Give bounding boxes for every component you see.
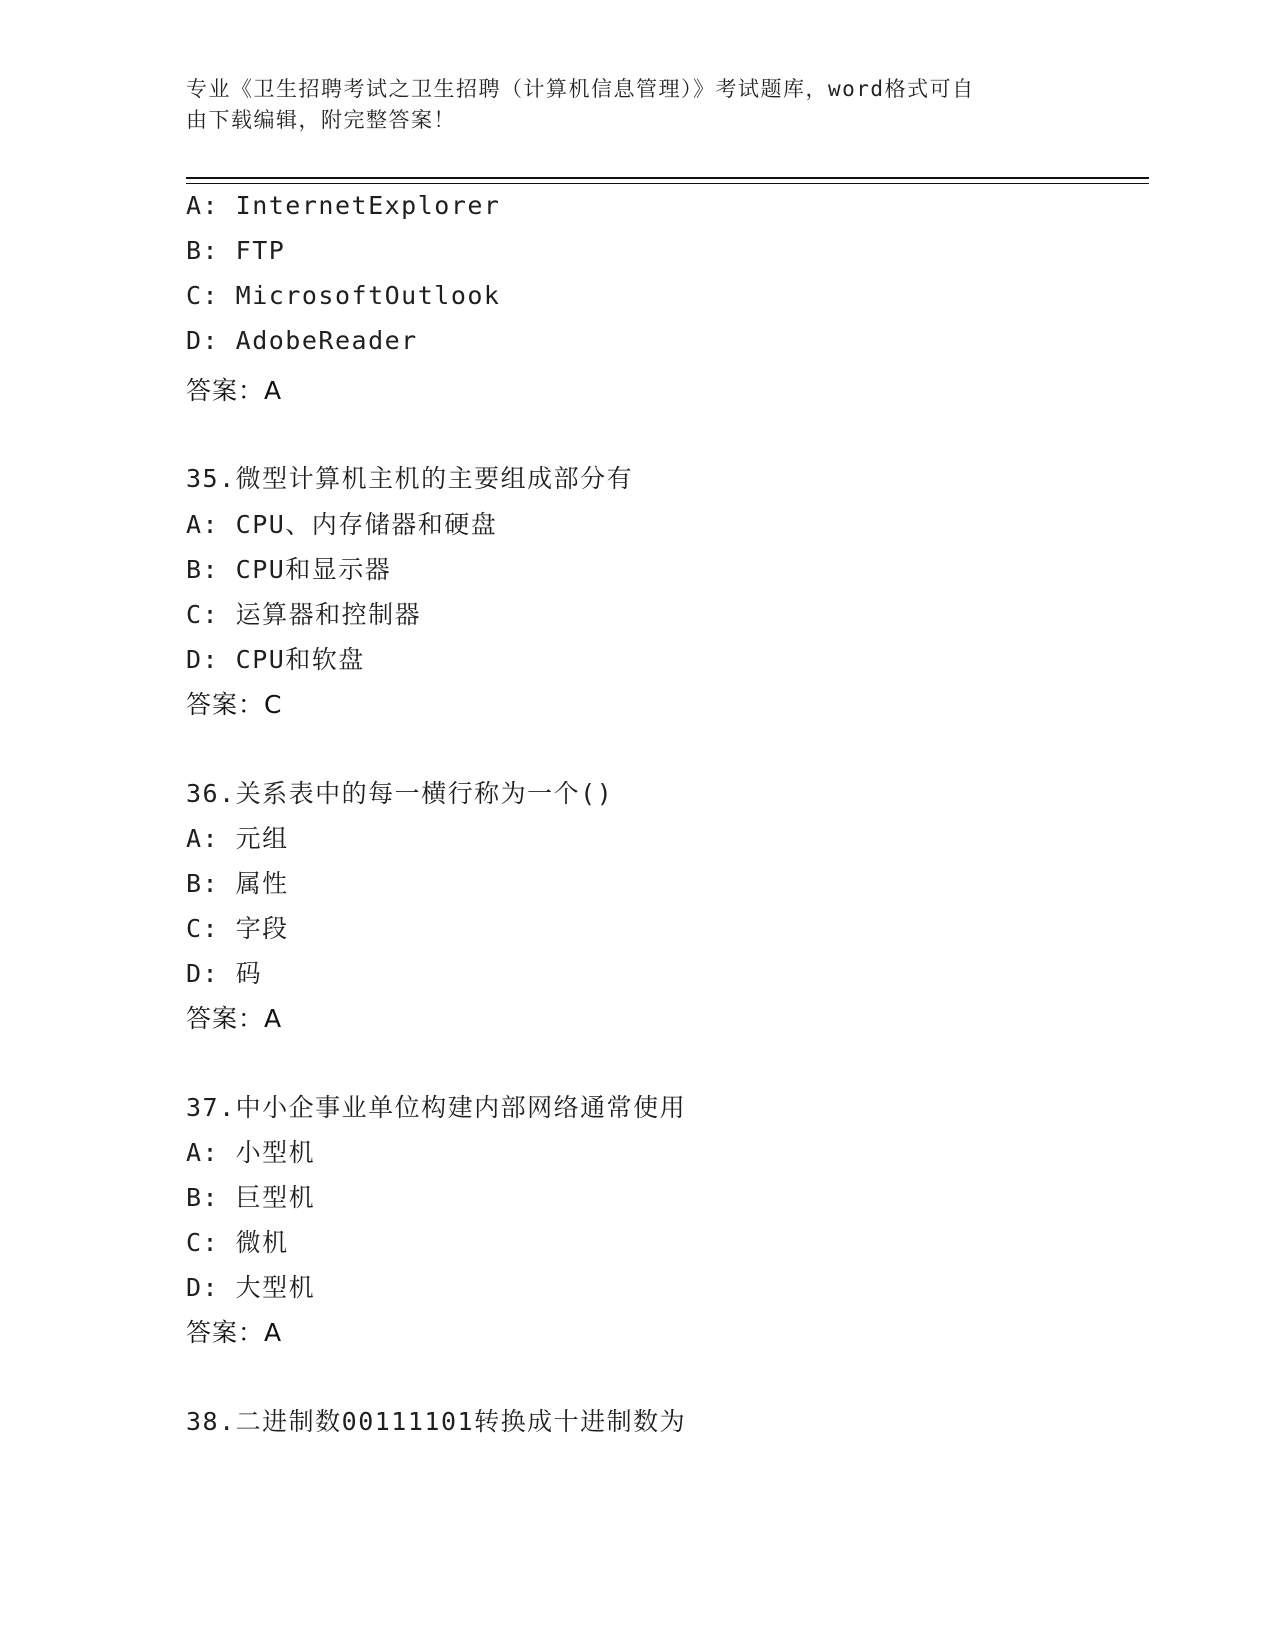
header-line-2: 由下载编辑，附完整答案！ <box>186 108 456 132</box>
q35-stem: 35.微型计算机主机的主要组成部分有 <box>186 464 634 493</box>
q36-option-a: A: 元组 <box>186 824 289 853</box>
q36-answer: 答案：A <box>186 1004 283 1033</box>
q34-option-c: C: MicrosoftOutlook <box>186 281 501 310</box>
q37-answer: 答案：A <box>186 1318 283 1347</box>
q34-option-a: A: InternetExplorer <box>186 191 501 220</box>
header-divider-thick <box>186 177 1149 179</box>
q37-option-d: D: 大型机 <box>186 1273 316 1302</box>
document-header <box>186 74 1086 136</box>
q37-option-c: C: 微机 <box>186 1228 289 1257</box>
q35-option-d: D: CPU和软盘 <box>186 645 365 674</box>
q35-option-c: C: 运算器和控制器 <box>186 600 422 629</box>
q34-option-d: D: AdobeReader <box>186 326 418 355</box>
q36-option-b: B: 属性 <box>186 869 289 898</box>
q35-option-b: B: CPU和显示器 <box>186 555 392 584</box>
q34-option-b: B: FTP <box>186 236 286 265</box>
q36-option-c: C: 字段 <box>186 914 289 943</box>
q36-stem: 36.关系表中的每一横行称为一个() <box>186 779 614 808</box>
q36-option-d: D: 码 <box>186 959 263 988</box>
q38-stem: 38.二进制数00111101转换成十进制数为 <box>186 1407 687 1436</box>
q37-stem: 37.中小企事业单位构建内部网络通常使用 <box>186 1093 687 1122</box>
header-line-1: 专业《卫生招聘考试之卫生招聘（计算机信息管理）》考试题库，word格式可自 <box>186 77 975 101</box>
q37-option-b: B: 巨型机 <box>186 1183 316 1212</box>
header-divider-thin <box>186 183 1149 184</box>
q34-answer: 答案：A <box>186 376 283 405</box>
q35-option-a: A: CPU、内存储器和硬盘 <box>186 510 498 539</box>
q35-answer: 答案：C <box>186 690 283 719</box>
q37-option-a: A: 小型机 <box>186 1138 316 1167</box>
